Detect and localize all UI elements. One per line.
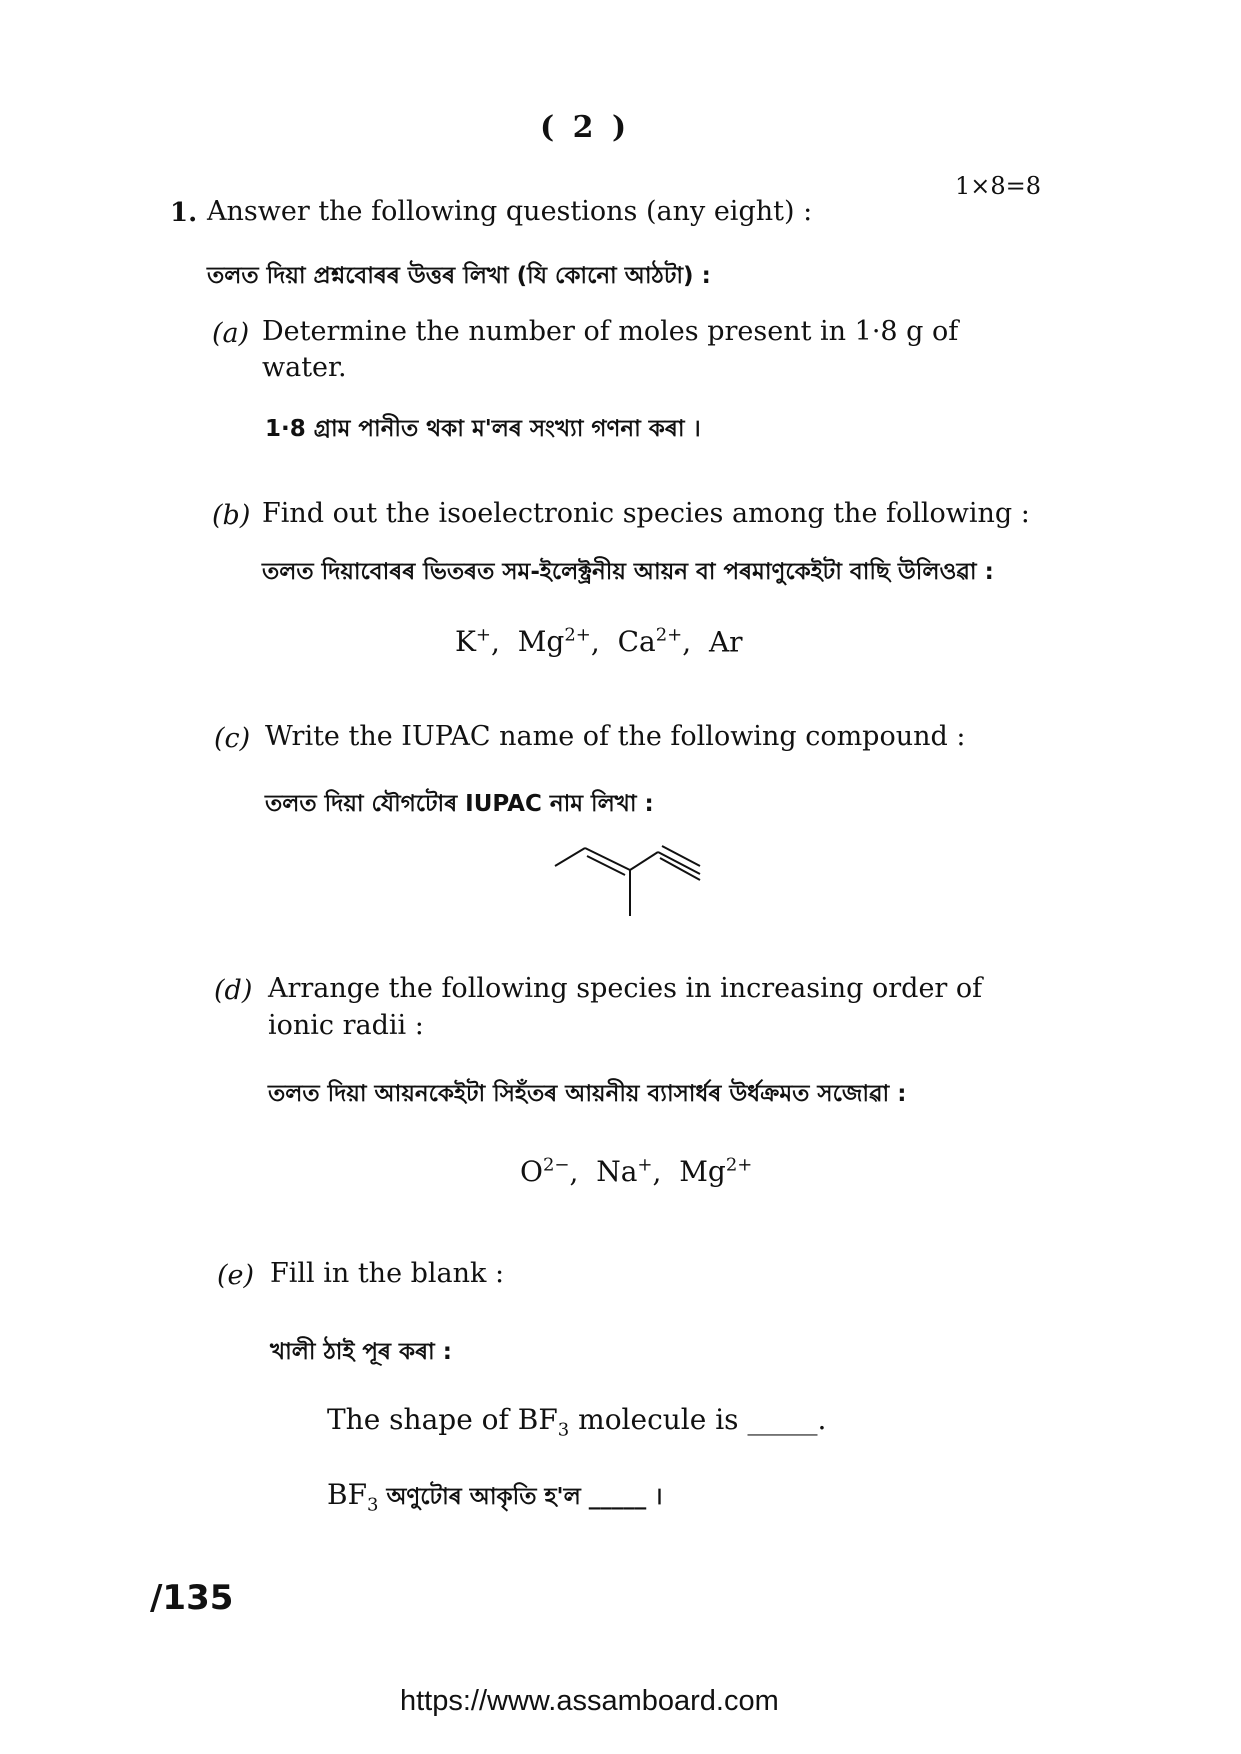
part-b-species: K+, $Mg^{2+}$, $Ca^{2+}$, Ar — [455, 625, 743, 659]
part-a-text-line1: Determine the number of moles present in 1·8 g of — [262, 316, 959, 347]
part-e-text-bn: খালী ঠাই পূৰ কৰা : — [270, 1339, 452, 1365]
part-e-label: (e) — [217, 1260, 255, 1291]
page-number: ( 2 ) — [540, 110, 631, 145]
question-instruction-en: Answer the following questions (any eight) : — [207, 196, 813, 227]
part-e-text: Fill in the blank : — [270, 1258, 505, 1289]
part-c-text-bn: তলত দিয়া যৌগটোৰ IUPAC নাম লিখা : — [265, 791, 654, 817]
part-a-text-bn: 1·8 গ্ৰাম পানীত থকা ম'লৰ সংখ্যা গণনা কৰা । — [265, 416, 701, 442]
website-url[interactable]: https://www.assamboard.com — [400, 1685, 779, 1717]
question-instruction-bn: তলত দিয়া প্ৰশ্নবোৰৰ উত্তৰ লিখা (যি কোনো আঠটা) : — [207, 263, 711, 289]
marks-allocation: 1×8=8 — [955, 172, 1042, 200]
part-d-text-line2: ionic radii : — [268, 1010, 424, 1041]
part-c-label: (c) — [214, 723, 251, 754]
part-e-sentence-en: The shape of $BF_3$ molecule is _____. — [327, 1403, 827, 1441]
part-a-label: (a) — [212, 318, 250, 349]
species-k: K+ — [455, 625, 492, 659]
species-mg: $Mg^{2+}$ — [679, 1155, 753, 1189]
species-mg: $Mg^{2+}$ — [517, 625, 591, 659]
question-number: 1. — [170, 198, 198, 228]
paper-code: /135 — [150, 1578, 234, 1618]
part-b-text-bn: তলত দিয়াবোৰৰ ভিতৰত সম-ইলেক্ট্ৰনীয় আয়ন বা পৰমাণুকেইটা বাছি উলিওৱা : — [262, 559, 994, 585]
part-a-text-line2: water. — [262, 352, 347, 383]
species-ca: $Ca^{2+}$ — [617, 625, 683, 659]
part-b-text: Find out the isoelectronic species among the following : — [262, 498, 1030, 529]
part-d-text-line1: Arrange the following species in increasing order of — [268, 973, 983, 1004]
species-na: Na+ — [596, 1155, 653, 1189]
part-b-label: (b) — [212, 500, 251, 531]
compound-structure-diagram — [550, 838, 710, 918]
species-o: $O^{2-}$ — [520, 1155, 570, 1189]
part-e-sentence-bn: $BF_3$ অণুটোৰ আকৃতি হ'ল _____ । — [327, 1478, 663, 1516]
part-d-label: (d) — [214, 975, 253, 1006]
part-d-species: $O^{2-}$, Na+, $Mg^{2+}$ — [520, 1155, 753, 1189]
part-d-text-bn: তলত দিয়া আয়নকেইটা সিহঁতৰ আয়নীয় ব্যাসাৰ্ধৰ উৰ্ধক্ৰমত সজোৱা : — [268, 1081, 907, 1107]
part-c-text: Write the IUPAC name of the following compound : — [265, 721, 966, 752]
species-ar: Ar — [708, 625, 743, 659]
